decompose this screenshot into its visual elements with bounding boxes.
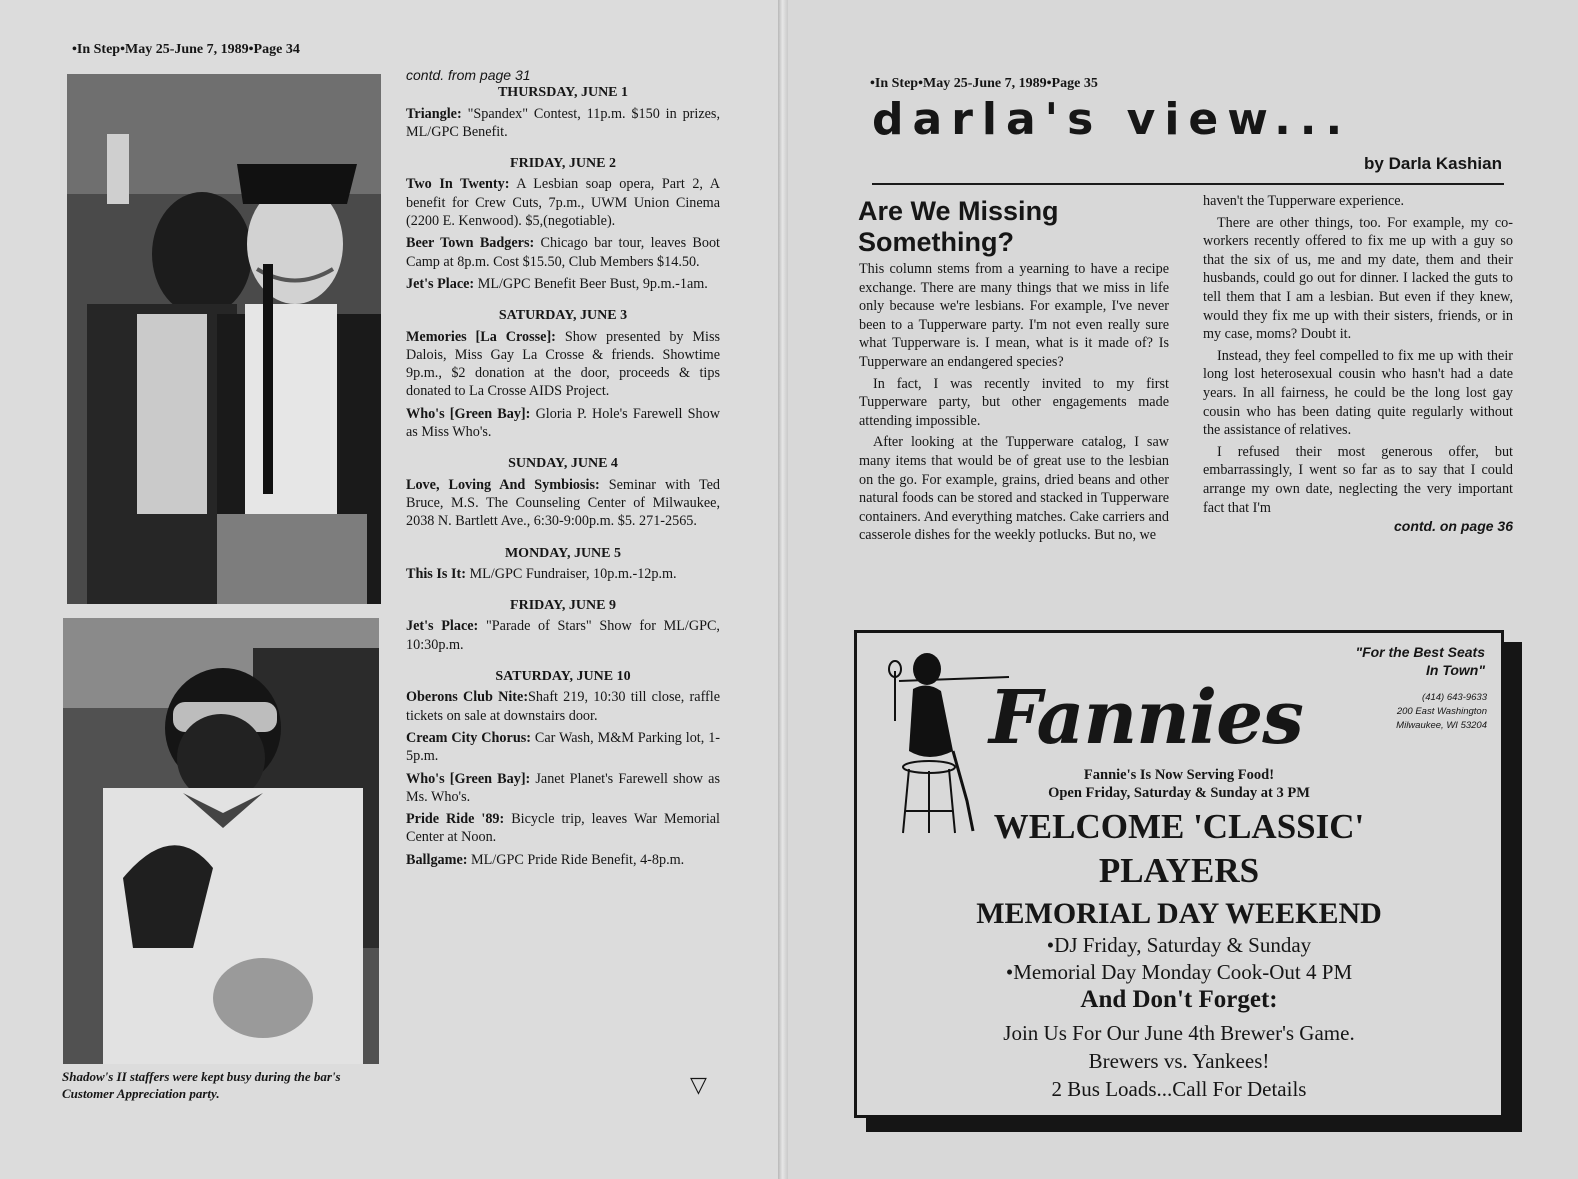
event-name: This Is It: <box>406 565 466 582</box>
event-entry <box>406 105 720 142</box>
event-details: Janet Planet's Farewell show as Ms. Who's. <box>406 770 720 805</box>
ad-hours-line: Open Friday, Saturday & Sunday at 3 PM <box>1048 785 1310 801</box>
fannies-advertisement <box>854 630 1504 1118</box>
ad-bullet-line: •DJ Friday, Saturday & Sunday <box>1046 933 1312 957</box>
day-heading: SATURDAY, JUNE 3 <box>498 308 628 324</box>
event-name: Love, Loving And Symbiosis: <box>406 476 600 493</box>
event-entry <box>406 810 720 847</box>
day-heading: MONDAY, JUNE 5 <box>504 545 622 561</box>
page-folio-right: •In Step•May 25-June 7, 1989•Page 35 <box>870 76 1098 91</box>
event-entry <box>406 275 720 293</box>
article-paragraph: There are other things, too. For example, my co-workers recently offered to fix me up with a guy so that the six of us, me and my date, them and their husbands, could go out for dinner. I lacked the guts to tell them that I am a lesbian. But even if they knew, would they fix me up with their sisters, friends, or in my case, moms? Doubt it. <box>1203 214 1513 343</box>
ad-tagline-line: "For the Best Seats <box>1355 644 1485 660</box>
event-name: Who's [Green Bay]: <box>406 405 531 422</box>
column-masthead: darla's view... <box>872 94 1352 145</box>
ad-city: Milwaukee, WI 53204 <box>1396 720 1487 731</box>
event-name: Beer Town Badgers: <box>406 235 535 252</box>
article-paragraph: Instead, they feel compelled to fix me up with their long lost heterosexual cousin who hasn't had a date years. In all fairness, he could be the long lost gay cousin who has been dating quite regularly without the assistance of relatives. <box>1203 347 1513 439</box>
photo-caption: Shadow's II staffers were kept busy during the bar's Customer Appreciation party. <box>62 1069 341 1101</box>
event-name: Two In Twenty: <box>406 176 510 193</box>
photo-bartender <box>63 618 379 1064</box>
event-name: Oberons Club Nite: <box>406 689 529 706</box>
event-details: Gloria P. Hole's Farewell Show as Miss Who's. <box>406 405 720 441</box>
article-paragraph: I refused their most generous offer, but embarrassingly, I went so far as to say that I could arrange my own date, neglecting the very important fact that I'm <box>1203 443 1513 516</box>
event-details: ML/GPC Pride Ride Benefit, 4-8p.m. <box>471 851 685 868</box>
ad-welcome-line: WELCOME 'CLASSIC' <box>993 807 1365 846</box>
event-entry <box>406 851 720 869</box>
article-column-1 <box>859 260 1169 545</box>
event-name: Memories [La Crosse]: <box>406 328 556 345</box>
ad-game-line: Join Us For Our June 4th Brewer's Game. <box>1003 1021 1355 1045</box>
event-entry <box>406 328 720 401</box>
article-paragraph: haven't the Tupperware experience. <box>1203 193 1405 209</box>
event-name: Pride Ride '89: <box>406 811 505 828</box>
left-page <box>0 0 778 1179</box>
masthead-rule <box>872 183 1504 185</box>
continued-from-note: contd. from page 31 <box>406 67 531 83</box>
event-entry <box>406 770 720 807</box>
article-paragraph: In fact, I was recently invited to my first Tupperware party, but other engagements made attending impossible. <box>859 375 1169 429</box>
ad-game-line: 2 Bus Loads...Call For Details <box>1051 1077 1307 1101</box>
event-details: "Parade of Stars" Show for ML/GPC, 10:30p.m. <box>406 618 720 653</box>
event-entry <box>406 234 720 271</box>
event-name: Jet's Place: <box>406 618 479 635</box>
event-details: ML/GPC Fundraiser, 10p.m.-12p.m. <box>469 565 677 582</box>
page-gutter <box>778 0 788 1179</box>
event-entry <box>406 175 720 230</box>
event-entry <box>406 476 720 531</box>
event-details: Show presented by Miss Dalois, Miss Gay La Crosse & friends. Showtime 9p.m., $2 donation at the door, proceeds & tips donated to La Crosse AIDS Project. <box>406 328 721 400</box>
ad-food-line: Fannie's Is Now Serving Food! <box>1083 767 1275 783</box>
event-details: "Spandex" Contest, 11p.m. $150 in prizes, ML/GPC Benefit. <box>406 105 720 140</box>
event-name: Cream City Chorus: <box>406 729 531 746</box>
ad-weekend-line: MEMORIAL DAY WEEKEND <box>976 897 1382 930</box>
page-folio-left: •In Step•May 25-June 7, 1989•Page 34 <box>72 42 300 57</box>
event-name: Who's [Green Bay]: <box>406 770 531 787</box>
day-heading: SUNDAY, JUNE 4 <box>508 456 618 472</box>
event-name: Jet's Place: <box>406 275 475 292</box>
event-name: Ballgame: <box>406 851 468 868</box>
event-entry <box>406 405 720 442</box>
day-heading: SATURDAY, JUNE 10 <box>495 669 631 685</box>
ad-phone: (414) 643-9633 <box>1422 692 1487 703</box>
article-column-2 <box>1203 192 1513 536</box>
fannies-logo: Fannies <box>989 675 1303 761</box>
ad-street: 200 East Washington <box>1396 706 1487 717</box>
event-details: Seminar with Ted Bruce, M.S. The Counseling Center of Milwaukee, 2038 N. Bartlett Ave., 6:30-9:00p.m. $5. 271-2565. <box>406 476 721 530</box>
event-name: Triangle: <box>406 105 462 122</box>
continued-on-note: contd. on page 36 <box>1393 518 1513 535</box>
article-paragraph: This column stems from a yearning to have a recipe exchange. There are many things that we miss in life only because we're lesbians. For example, I've never been to a Tupperware party. I'm not even really sure what Tupperware is. I mean, what is it made of? Is Tupperware an endangered species? <box>859 261 1169 370</box>
event-entry <box>406 729 720 766</box>
ad-tagline-line: In Town" <box>1426 662 1485 678</box>
ad-address <box>1396 691 1487 733</box>
ad-tagline <box>1355 643 1485 679</box>
byline: by Darla Kashian <box>1364 154 1502 173</box>
event-entry <box>406 688 720 725</box>
event-details: Bicycle trip, leaves War Memorial Center at Noon. <box>406 811 720 846</box>
event-details: Car Wash, M&M Parking lot, 1-5p.m. <box>406 729 721 765</box>
ad-dont-forget: And Don't Forget: <box>1080 986 1278 1013</box>
ad-players-line: PLAYERS <box>1098 851 1260 890</box>
events-calendar <box>406 66 720 873</box>
event-details: Chicago bar tour, leaves Boot Camp at 8p.m. Cost $15.50, Club Members $14.50. <box>406 235 720 270</box>
event-entry <box>406 617 720 654</box>
day-heading: THURSDAY, JUNE 1 <box>497 85 629 101</box>
ad-game-line: Brewers vs. Yankees! <box>1088 1049 1270 1073</box>
day-heading: FRIDAY, JUNE 2 <box>510 156 616 172</box>
end-triangle-icon: ▽ <box>690 1072 707 1097</box>
article-paragraph: After looking at the Tupperware catalog, I saw many items that would be of great use to the lesbian on the go. For example, grains, dried beans and other natural foods can be stored and stacked in Tupperware containers. And everything matches. Cake carriers and casserole dishes for the weekly potlucks. But no, we <box>859 434 1169 544</box>
photo-two-men <box>67 74 381 604</box>
event-details: A Lesbian soap opera, Part 2, A benefit for Crew Cuts, 7p.m., UWM Union Cinema (2200 E. Kenwood). $5,(negotiable). <box>406 176 721 230</box>
day-heading: FRIDAY, JUNE 9 <box>510 598 616 614</box>
article-headline: Are We Missing Something? <box>858 196 1059 257</box>
event-details: ML/GPC Benefit Beer Bust, 9p.m.-1am. <box>477 275 708 292</box>
event-entry <box>406 565 720 583</box>
ad-bullet-line: •Memorial Day Monday Cook-Out 4 PM <box>1005 960 1353 984</box>
event-details: Shaft 219, 10:30 till close, raffle tickets on sale at downstairs door. <box>406 689 720 724</box>
